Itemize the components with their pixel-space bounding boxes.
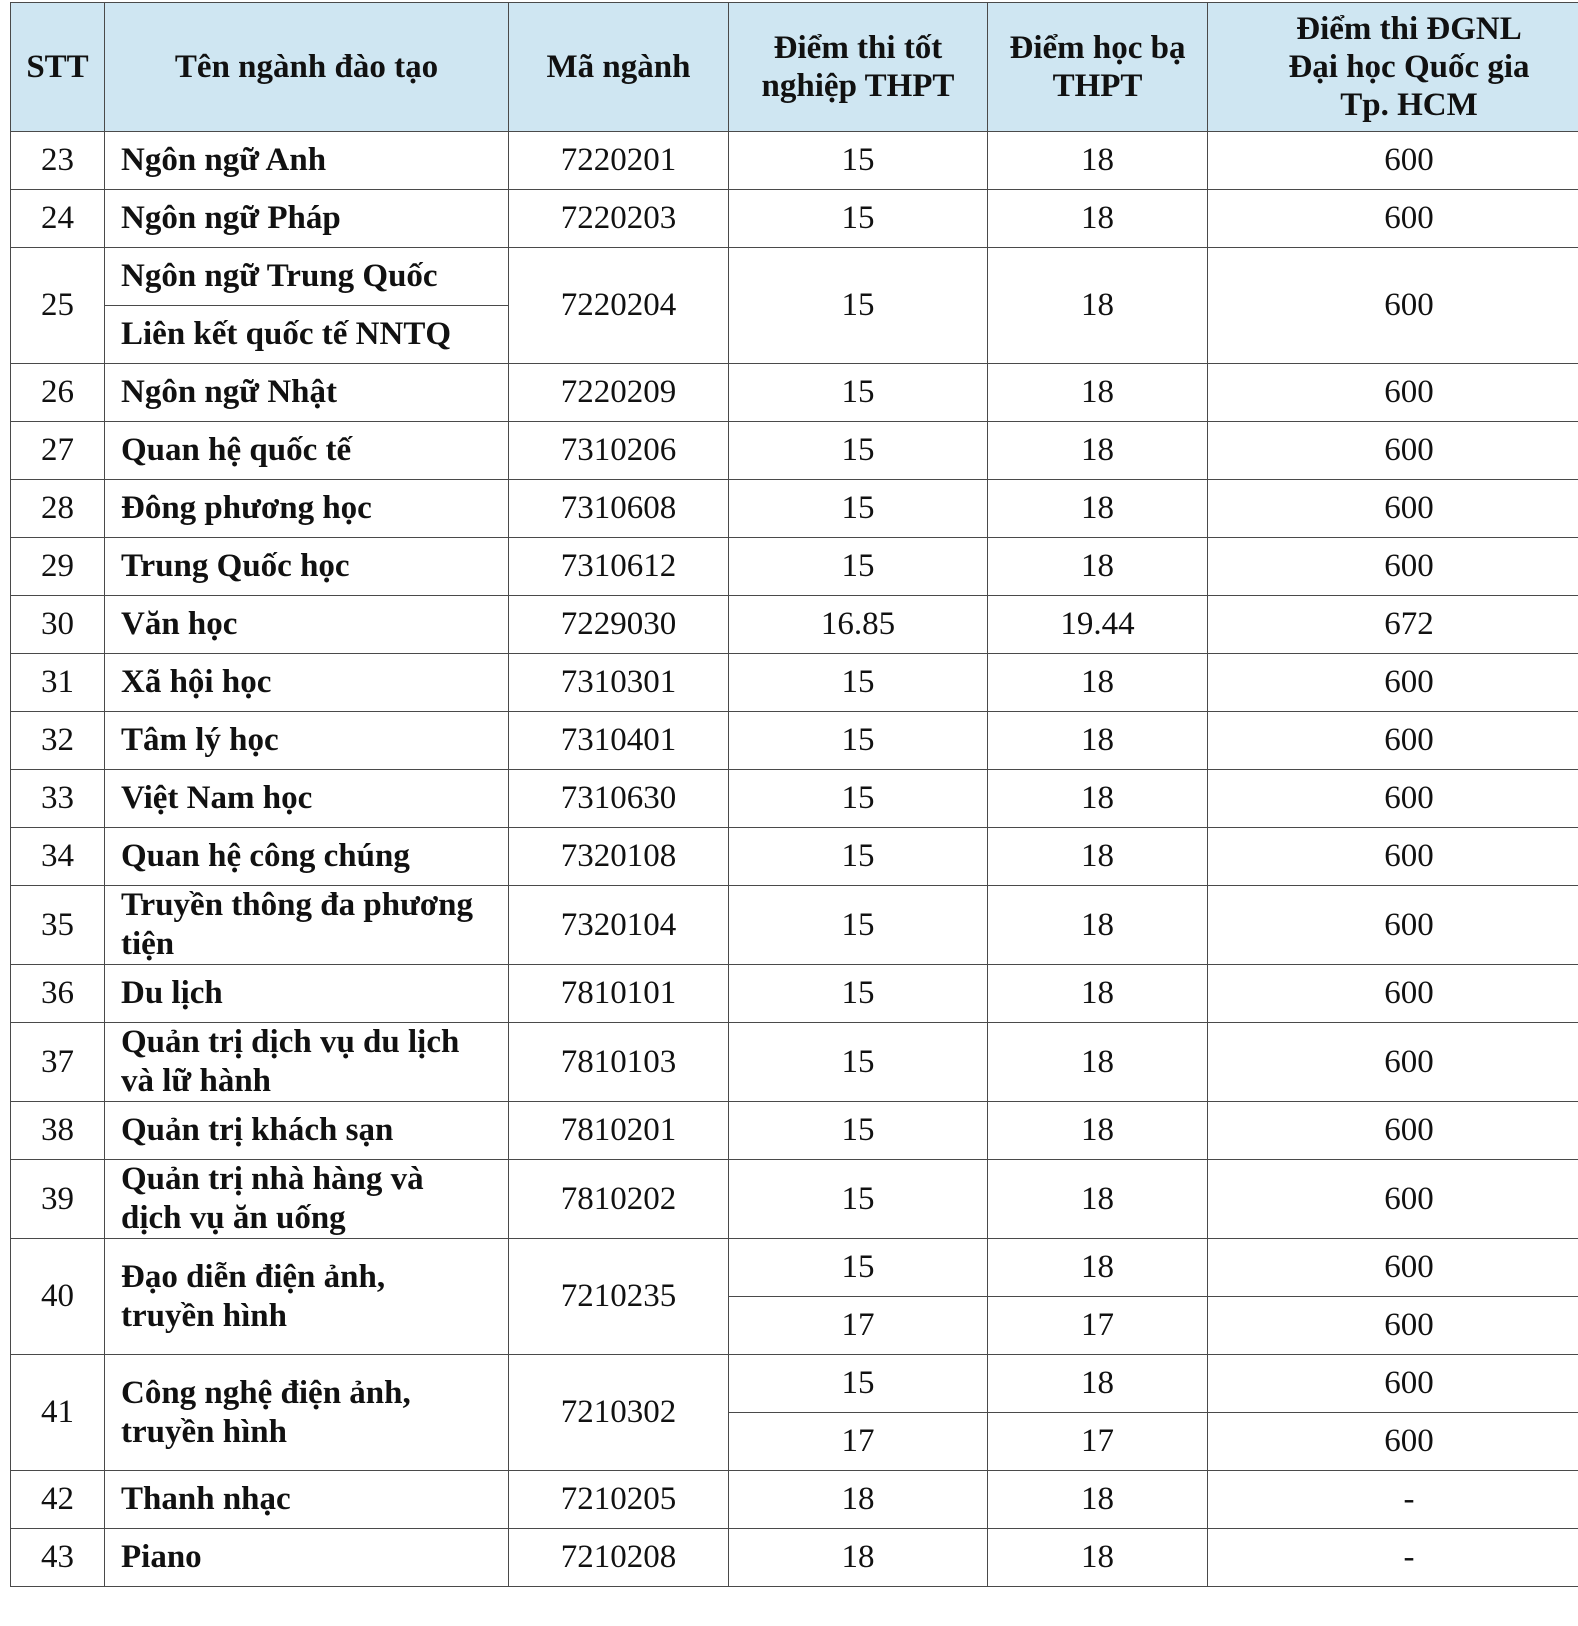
cell-dgnl-score: 600 xyxy=(1208,364,1578,422)
cell-stt: 39 xyxy=(11,1160,105,1239)
cell-stt: 40 xyxy=(11,1239,105,1355)
cell-dgnl-score: 600 xyxy=(1208,1102,1578,1160)
cell-program-name: Ngôn ngữ Nhật xyxy=(105,364,509,422)
cell-program-name: Quan hệ quốc tế xyxy=(105,422,509,480)
cell-dgnl-score: 600 xyxy=(1208,1023,1578,1102)
cell-program-code: 7310206 xyxy=(509,422,729,480)
cell-stt: 24 xyxy=(11,190,105,248)
cell-transcript-score: 18 xyxy=(988,480,1208,538)
cell-transcript-score: 18 xyxy=(988,1239,1208,1297)
cell-dgnl-score: 600 xyxy=(1208,654,1578,712)
cell-thpt-score: 15 xyxy=(729,886,988,965)
header-dgnl-line-1: Điểm thi ĐGNL xyxy=(1296,11,1522,47)
cell-thpt-score: 15 xyxy=(729,654,988,712)
header-row xyxy=(11,3,1578,132)
cell-stt: 27 xyxy=(11,422,105,480)
cell-thpt-score: 15 xyxy=(729,1023,988,1102)
cell-thpt-score-alt: 17 xyxy=(729,1413,988,1471)
cell-stt: 43 xyxy=(11,1529,105,1587)
cell-thpt-score: 15 xyxy=(729,422,988,480)
header-thpt-line-1: Điểm thi tốt xyxy=(773,30,943,66)
cell-stt: 23 xyxy=(11,132,105,190)
cell-thpt-score-alt: 17 xyxy=(729,1297,988,1355)
header-program-name: Tên ngành đào tạo xyxy=(105,3,509,132)
cell-program-name: Việt Nam học xyxy=(105,770,509,828)
cell-program-name xyxy=(105,1239,509,1355)
header-program-code: Mã ngành xyxy=(509,3,729,132)
table-row xyxy=(11,190,1578,248)
table-row xyxy=(11,538,1578,596)
header-transcript-score xyxy=(988,3,1208,132)
table-row xyxy=(11,828,1578,886)
cell-stt: 31 xyxy=(11,654,105,712)
header-thpt-line-2: nghiệp THPT xyxy=(761,68,955,104)
cell-program-code: 7229030 xyxy=(509,596,729,654)
table-row xyxy=(11,596,1578,654)
header-hocba-line-2: THPT xyxy=(1052,68,1143,104)
program-name-line-2: truyền hình xyxy=(121,1413,287,1450)
cell-program-code: 7310612 xyxy=(509,538,729,596)
cell-thpt-score: 15 xyxy=(729,480,988,538)
header-dgnl-line-3: Tp. HCM xyxy=(1340,87,1478,123)
cell-thpt-score: 15 xyxy=(729,538,988,596)
cell-program-code: 7310608 xyxy=(509,480,729,538)
program-name-line-2: tiện xyxy=(121,926,175,962)
table-row xyxy=(11,712,1578,770)
cell-program-code: 7210208 xyxy=(509,1529,729,1587)
cell-thpt-score: 16.85 xyxy=(729,596,988,654)
cell-dgnl-score-alt: 600 xyxy=(1208,1297,1578,1355)
cell-program-code: 7220209 xyxy=(509,364,729,422)
cell-dgnl-score: 600 xyxy=(1208,828,1578,886)
header-dgnl-line-2: Đại học Quốc gia xyxy=(1288,49,1530,85)
program-name-line-2: và lữ hành xyxy=(121,1063,272,1099)
cell-dgnl-score: 600 xyxy=(1208,886,1578,965)
cell-thpt-score: 15 xyxy=(729,248,988,364)
table-row xyxy=(11,1355,1578,1413)
cell-thpt-score: 15 xyxy=(729,965,988,1023)
cell-program-code: 7310401 xyxy=(509,712,729,770)
program-name-line-1: Truyền thông đa phương xyxy=(121,887,473,923)
cell-program-code: 7220204 xyxy=(509,248,729,364)
cell-dgnl-score: - xyxy=(1208,1529,1578,1587)
header-thpt-exam-score xyxy=(729,3,988,132)
cell-program-code: 7810202 xyxy=(509,1160,729,1239)
cell-program-name: Văn học xyxy=(105,596,509,654)
cell-dgnl-score: 600 xyxy=(1208,248,1578,364)
cell-stt: 30 xyxy=(11,596,105,654)
program-name-line-2: dịch vụ ăn uống xyxy=(121,1200,346,1236)
cell-dgnl-score: 672 xyxy=(1208,596,1578,654)
cell-program-name: Du lịch xyxy=(105,965,509,1023)
cell-transcript-score: 18 xyxy=(988,1160,1208,1239)
program-name-line-1: Quản trị dịch vụ du lịch xyxy=(121,1024,460,1060)
cell-dgnl-score: 600 xyxy=(1208,190,1578,248)
table-row xyxy=(11,886,1578,965)
program-name-line-1: Quản trị nhà hàng và xyxy=(121,1161,424,1197)
cell-transcript-score: 18 xyxy=(988,965,1208,1023)
cell-program-name: Xã hội học xyxy=(105,654,509,712)
table-row xyxy=(11,364,1578,422)
cell-thpt-score: 15 xyxy=(729,190,988,248)
cell-program-name: Quản trị khách sạn xyxy=(105,1102,509,1160)
cell-transcript-score: 19.44 xyxy=(988,596,1208,654)
cell-stt: 37 xyxy=(11,1023,105,1102)
cell-dgnl-score: 600 xyxy=(1208,132,1578,190)
cell-transcript-score: 18 xyxy=(988,654,1208,712)
table-row xyxy=(11,1529,1578,1587)
header-dgnl-score xyxy=(1208,3,1578,132)
cell-program-name: Piano xyxy=(105,1529,509,1587)
cell-program-name: Ngôn ngữ Pháp xyxy=(105,190,509,248)
cell-thpt-score: 18 xyxy=(729,1471,988,1529)
cell-program-code: 7220201 xyxy=(509,132,729,190)
cell-dgnl-score: 600 xyxy=(1208,1239,1578,1297)
cell-program-code: 7220203 xyxy=(509,190,729,248)
cell-transcript-score-alt: 17 xyxy=(988,1413,1208,1471)
cell-dgnl-score: 600 xyxy=(1208,770,1578,828)
cell-program-name: Tâm lý học xyxy=(105,712,509,770)
cell-thpt-score: 15 xyxy=(729,1355,988,1413)
cell-transcript-score: 18 xyxy=(988,770,1208,828)
table-row xyxy=(11,1023,1578,1102)
cell-transcript-score: 18 xyxy=(988,422,1208,480)
cell-stt: 35 xyxy=(11,886,105,965)
admission-score-table xyxy=(10,2,1578,1587)
cell-transcript-score: 18 xyxy=(988,1102,1208,1160)
cell-transcript-score: 18 xyxy=(988,1355,1208,1413)
table-row xyxy=(11,654,1578,712)
cell-thpt-score: 15 xyxy=(729,828,988,886)
cell-program-code: 7810103 xyxy=(509,1023,729,1102)
cell-thpt-score: 15 xyxy=(729,1160,988,1239)
cell-stt: 41 xyxy=(11,1355,105,1471)
table-row xyxy=(11,1160,1578,1239)
cell-transcript-score: 18 xyxy=(988,886,1208,965)
cell-program-code: 7320108 xyxy=(509,828,729,886)
cell-stt: 28 xyxy=(11,480,105,538)
cell-program-name xyxy=(105,1160,509,1239)
table-row xyxy=(11,248,1578,306)
cell-dgnl-score: 600 xyxy=(1208,1160,1578,1239)
cell-transcript-score: 18 xyxy=(988,1023,1208,1102)
program-name-line-2: truyền hình xyxy=(121,1297,287,1334)
cell-transcript-score-alt: 17 xyxy=(988,1297,1208,1355)
cell-program-code: 7210235 xyxy=(509,1239,729,1355)
cell-transcript-score: 18 xyxy=(988,538,1208,596)
cell-dgnl-score: 600 xyxy=(1208,538,1578,596)
header-stt: STT xyxy=(11,3,105,132)
cell-thpt-score: 15 xyxy=(729,712,988,770)
cell-program-code: 7310301 xyxy=(509,654,729,712)
cell-program-name: Đông phương học xyxy=(105,480,509,538)
cell-dgnl-score: 600 xyxy=(1208,480,1578,538)
cell-program-name xyxy=(105,1355,509,1471)
cell-transcript-score: 18 xyxy=(988,248,1208,364)
cell-stt: 38 xyxy=(11,1102,105,1160)
cell-thpt-score: 15 xyxy=(729,770,988,828)
cell-program-name: Ngôn ngữ Anh xyxy=(105,132,509,190)
cell-stt: 32 xyxy=(11,712,105,770)
table-row xyxy=(11,132,1578,190)
table-row xyxy=(11,422,1578,480)
cell-program-code: 7810201 xyxy=(509,1102,729,1160)
table-row xyxy=(11,1239,1578,1297)
cell-program-code: 7210205 xyxy=(509,1471,729,1529)
cell-program-code: 7210302 xyxy=(509,1355,729,1471)
cell-transcript-score: 18 xyxy=(988,828,1208,886)
cell-thpt-score: 15 xyxy=(729,132,988,190)
cell-thpt-score: 15 xyxy=(729,1102,988,1160)
cell-dgnl-score: 600 xyxy=(1208,1355,1578,1413)
cell-program-name: Trung Quốc học xyxy=(105,538,509,596)
cell-program-code: 7810101 xyxy=(509,965,729,1023)
cell-thpt-score: 18 xyxy=(729,1529,988,1587)
cell-transcript-score: 18 xyxy=(988,1471,1208,1529)
cell-program-name: Quan hệ công chúng xyxy=(105,828,509,886)
program-name-line-1: Công nghệ điện ảnh, xyxy=(121,1374,411,1411)
cell-stt: 25 xyxy=(11,248,105,364)
cell-program-name-secondary: Liên kết quốc tế NNTQ xyxy=(105,306,509,364)
cell-thpt-score: 15 xyxy=(729,1239,988,1297)
cell-transcript-score: 18 xyxy=(988,190,1208,248)
cell-stt: 42 xyxy=(11,1471,105,1529)
cell-program-name: Ngôn ngữ Trung Quốc xyxy=(105,248,509,306)
cell-transcript-score: 18 xyxy=(988,364,1208,422)
cell-stt: 29 xyxy=(11,538,105,596)
cell-dgnl-score: 600 xyxy=(1208,965,1578,1023)
header-hocba-line-1: Điểm học bạ xyxy=(1009,30,1186,66)
cell-stt: 33 xyxy=(11,770,105,828)
table-row xyxy=(11,1471,1578,1529)
cell-stt: 36 xyxy=(11,965,105,1023)
table-row xyxy=(11,770,1578,828)
cell-dgnl-score-alt: 600 xyxy=(1208,1413,1578,1471)
cell-thpt-score: 15 xyxy=(729,364,988,422)
table-row xyxy=(11,1102,1578,1160)
cell-program-code: 7310630 xyxy=(509,770,729,828)
program-name-line-1: Đạo diễn điện ảnh, xyxy=(121,1258,386,1295)
cell-program-name: Thanh nhạc xyxy=(105,1471,509,1529)
table-row xyxy=(11,480,1578,538)
table-row xyxy=(11,965,1578,1023)
cell-stt: 34 xyxy=(11,828,105,886)
cell-dgnl-score: 600 xyxy=(1208,422,1578,480)
cell-program-code: 7320104 xyxy=(509,886,729,965)
cell-transcript-score: 18 xyxy=(988,132,1208,190)
cell-stt: 26 xyxy=(11,364,105,422)
cell-dgnl-score: 600 xyxy=(1208,712,1578,770)
cell-transcript-score: 18 xyxy=(988,712,1208,770)
cell-dgnl-score: - xyxy=(1208,1471,1578,1529)
cell-program-name xyxy=(105,1023,509,1102)
cell-program-name xyxy=(105,886,509,965)
cell-transcript-score: 18 xyxy=(988,1529,1208,1587)
